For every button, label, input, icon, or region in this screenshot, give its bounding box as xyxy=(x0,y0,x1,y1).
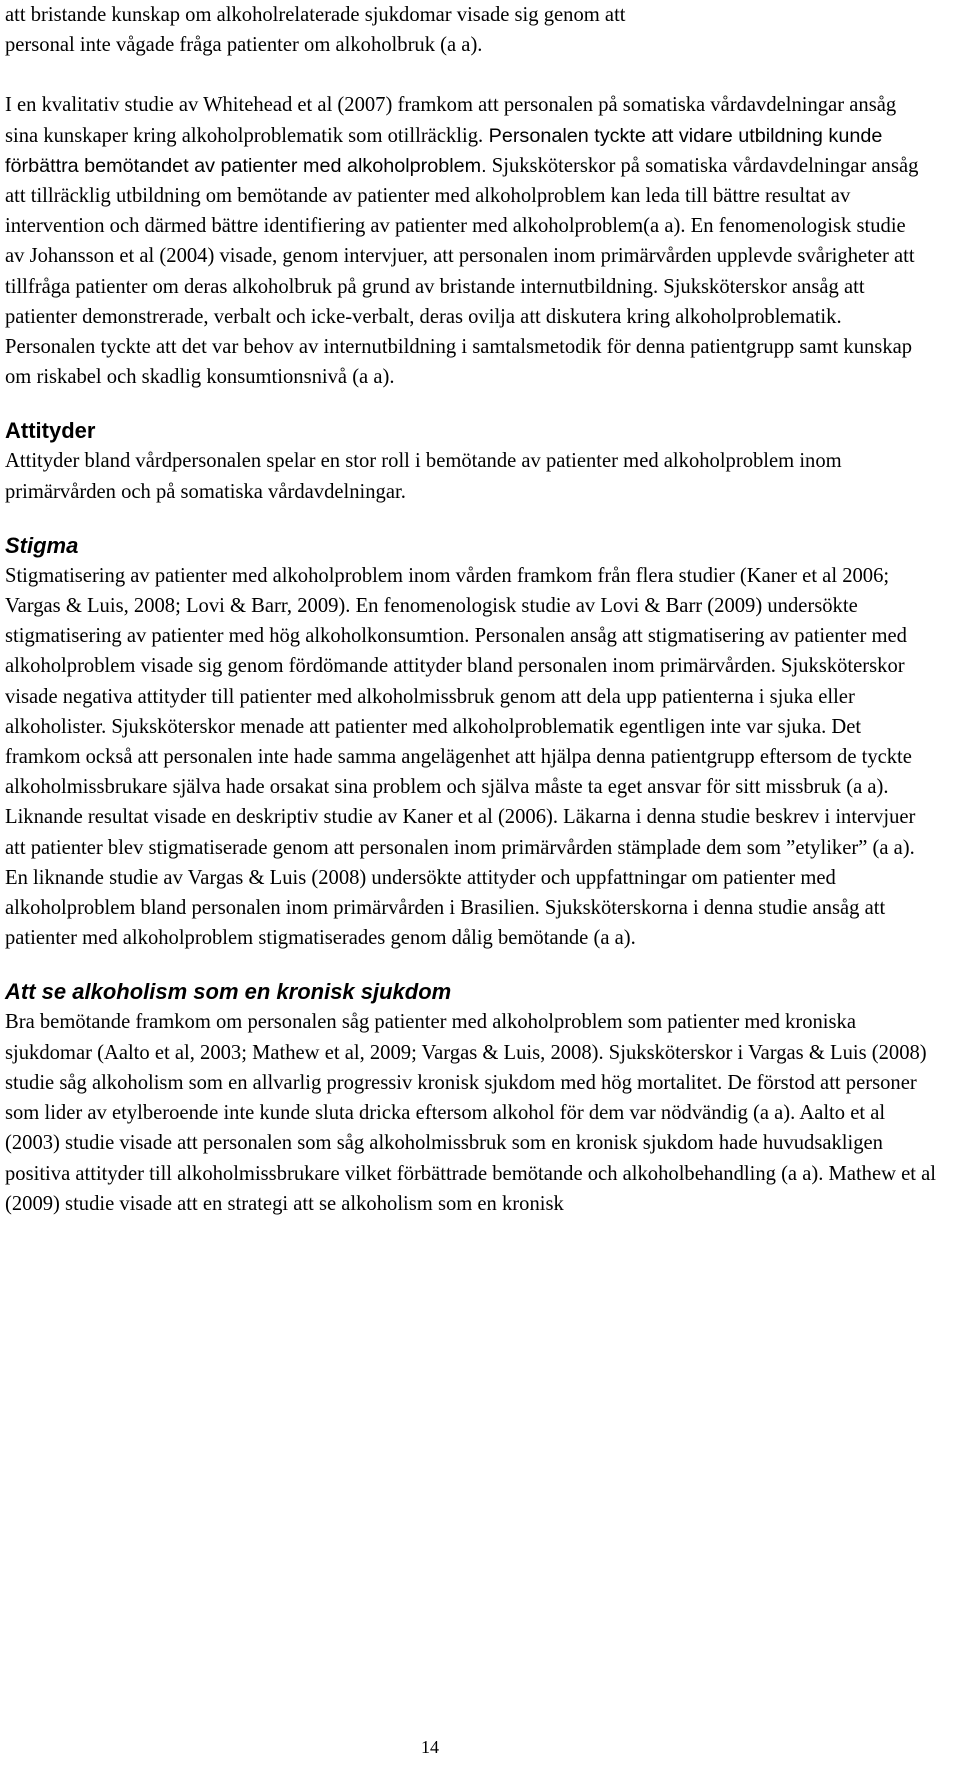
paragraph-stigma: Stigmatisering av patienter med alkoholproblem inom vården framkom från flera studier (Kaner et al 2006; Vargas & Luis, 2008; Lovi & Barr, 2009). En fenomenologisk studie av Lovi & Barr (2009) undersökte stigmatisering av patienter med hög alkoholkonsumtion. Personalen ansåg att stigmatisering av patienter med alkoholproblem visade sig genom fördömande attityder bland personalen inom primärvården. Sjuksköterskor visade negativa attityder till patienter med alkoholmissbruk genom att dela upp patienterna i sjuka eller alkoholister. Sjuksköterskor menade att patienter med alkoholproblematik egentligen inte var sjuka. Det framkom också att personalen inte hade samma angelägenhet att hjälpa denna patientgrupp eftersom de tyckte alkoholmissbrukare själva hade orsakat sina problem och själva måste ta eget ansvar för sitt missbruk (a a). Liknande resultat visade en deskriptiv studie av Kaner et al (2006). Läkarna i denna studie beskrev i intervjuer att patienter blev stigmatiserade genom att personalen inom primärvården stämplade dem som ”etyliker” (a a). En liknande studie av Vargas & Luis (2008) undersökte attityder och uppfattningar om patienter med alkoholproblem bland personalen inom primärvården i Brasilien. Sjuksköterskorna i denna studie ansåg att patienter med alkoholproblem stigmatiserades genom dålig bemötande (a a). xyxy=(5,564,916,950)
paragraph-gap xyxy=(5,60,945,90)
paragraph-gap xyxy=(5,392,945,416)
paragraph-continuation xyxy=(5,0,945,60)
document-page xyxy=(5,0,945,1219)
paragraph-gap xyxy=(5,953,945,977)
paragraph-gap xyxy=(5,507,945,531)
text-line: att bristande kunskap om alkoholrelaterade sjukdomar visade sig genom att xyxy=(5,4,626,26)
text-segment: Personalen tyckte att vidare utbildning kunde förbättra bemötandet av patienter med alkoholproblem. xyxy=(5,124,883,177)
text-segment: I en kvalitativ studie av Whitehead et al (2007) framkom att personalen på somatiska vårdavdelningar ansåg sina kunskaper kring alkoholproblematik som otillräcklig. xyxy=(5,94,897,147)
paragraph-whitehead xyxy=(5,90,923,392)
section-heading-stigma: Stigma xyxy=(5,532,79,558)
section-heading-attityder: Attityder xyxy=(5,418,96,444)
page-number: 14 xyxy=(421,1737,439,1757)
section-heading-kronisk: Att se alkoholism som en kronisk sjukdom xyxy=(5,979,452,1005)
paragraph-attityder: Attityder bland vårdpersonalen spelar en stor roll i bemötande av patienter med alkoholproblem inom primärvården och på somatiska vårdavdelningar. xyxy=(5,450,842,503)
text-segment: Sjuksköterskor på somatiska vårdavdelningar ansåg att tillräcklig utbildning om bemötande av patienter med alkoholproblem kan leda till bättre resultat av intervention och därmed bättre identifiering av patienter med alkoholproblem(a a). En fenomenologisk studie av Johansson et al (2004) visade, genom intervjuer, att personalen inom primärvården upplevde svårigheter att tillfråga patienter om deras alkoholbruk på grund av bristande internutbildning. Sjuksköterskor ansåg att patienter demonstrerade, verbalt och icke-verbalt, deras ovilja att diskutera kring alkoholproblematik. Personalen tyckte att det var behov av internutbildning i samtalsmetodik för denna patientgrupp samt kunskap om riskabel och skadlig konsumtionsnivå (a a). xyxy=(5,154,919,389)
paragraph-kronisk: Bra bemötande framkom om personalen såg patienter med alkoholproblem som patienter med kroniska sjukdomar (Aalto et al, 2003; Mathew et al, 2009; Vargas & Luis, 2008). Sjuksköterskor i Vargas & Luis (2008) studie såg alkoholism som en allvarlig progressiv kronisk sjukdom med hög mortalitet. De förstod att personer som lider av etylberoende inte kunde sluta dricka eftersom alkohol för dem var nödvändig (a a). Aalto et al (2003) studie visade att personalen som såg alkoholmissbruk som en kronisk sjukdom hade huvudsakligen positiva attityder till alkoholmissbrukare vilket förbättrade bemötande och alkoholbehandling (a a). Mathew et al (2009) studie visade att en strategi att se alkoholism som en kronisk xyxy=(5,1011,937,1215)
text-line: personal inte vågade fråga patienter om alkoholbruk (a a). xyxy=(5,34,483,57)
